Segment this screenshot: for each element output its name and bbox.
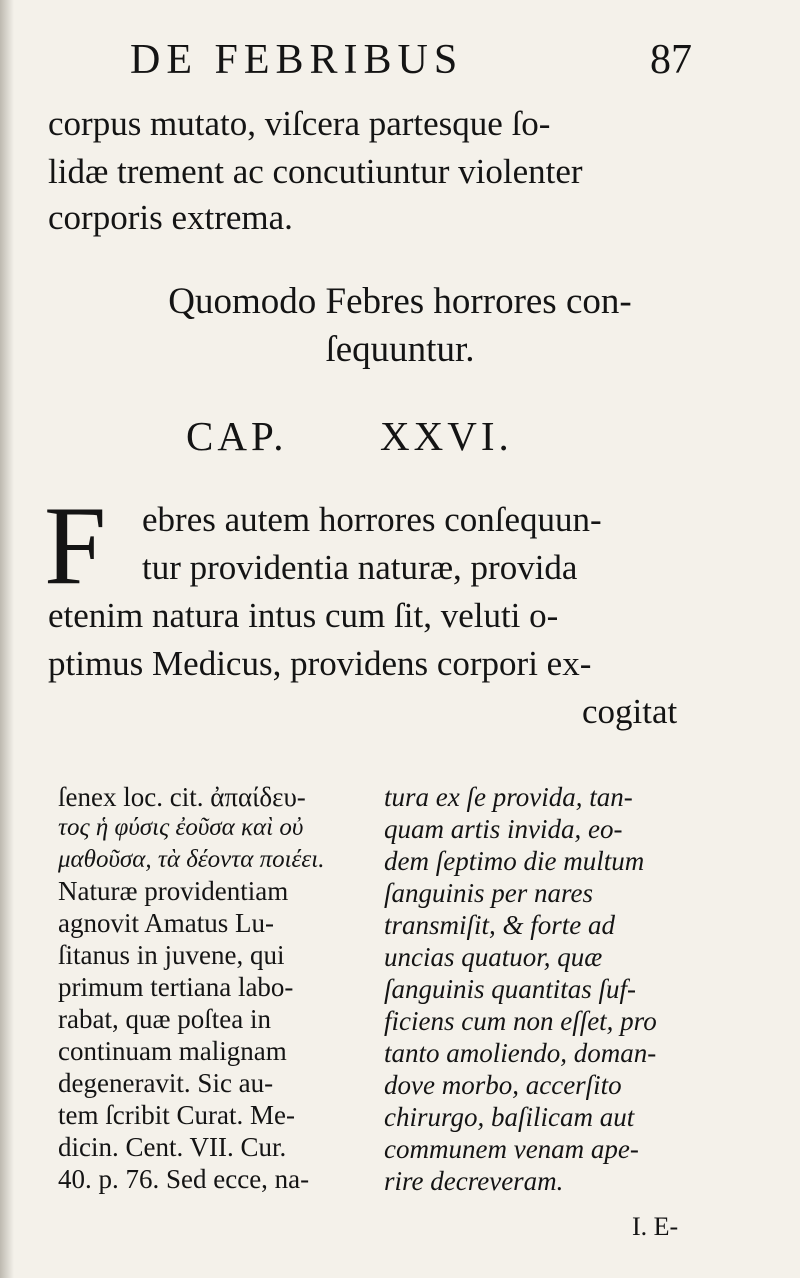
- drop-cap: F: [44, 484, 107, 608]
- note-right-line: dem ſeptimo die multum: [384, 846, 645, 876]
- intro-line: corpus mutato, viſcera partesque ſo-: [48, 104, 551, 143]
- paragraph-line: tur providentia naturæ, provida: [142, 548, 578, 587]
- note-right-line: ſanguinis per nares: [384, 878, 593, 908]
- note-right-line: ficiens cum non eſſet, pro: [384, 1006, 657, 1036]
- note-left-line: agnovit Amatus Lu-: [58, 908, 274, 938]
- paragraph-line: cogitat: [582, 692, 678, 731]
- note-right-line: rire decreveram.: [384, 1166, 564, 1196]
- note-left-line: dicin. Cent. VII. Cur.: [58, 1132, 287, 1162]
- paragraph-line: etenim natura intus cum ſit, veluti o-: [48, 596, 559, 635]
- note-right-line: transmiſit, & forte ad: [384, 910, 616, 940]
- note-right-line: tanto amoliendo, doman-: [384, 1038, 657, 1068]
- note-left-line: ſitanus in juvene, qui: [58, 940, 285, 970]
- note-right-line: communem venam ape-: [384, 1134, 639, 1164]
- note-right-line: chirurgo, baſilicam aut: [384, 1102, 635, 1132]
- catchword: I. E-: [632, 1212, 679, 1241]
- note-left-line: 40. p. 76. Sed ecce, na-: [58, 1164, 310, 1194]
- note-left-line: μαθοῦσα, τὰ δέοντα ποιέει.: [58, 846, 325, 873]
- note-left-line: primum tertiana labo-: [58, 972, 294, 1002]
- intro-line: lidæ trement ac concutiuntur violenter: [48, 152, 583, 191]
- note-right-line: dove morbo, accerſito: [384, 1070, 622, 1100]
- note-left-line: Naturæ providentiam: [58, 876, 289, 906]
- chapter-number: XXVI.: [380, 413, 513, 459]
- page-edge-shadow: [0, 0, 14, 1278]
- note-right-line: uncias quatuor, quæ: [384, 942, 603, 972]
- page-number: 87: [650, 37, 692, 83]
- section-heading-line: Quomodo Febres horrores con-: [168, 281, 632, 322]
- section-heading-line: ſequuntur.: [325, 329, 475, 370]
- running-header: [130, 36, 690, 96]
- running-title: DE FEBRIBUS: [130, 37, 464, 83]
- note-left-line: ſenex loc. cit. ἀπαίδευ-: [58, 782, 306, 812]
- note-left-line: continuam malignam: [58, 1036, 287, 1066]
- note-right-line: tura ex ſe provida, tan-: [384, 782, 633, 812]
- note-left-line: tem ſcribit Curat. Me-: [58, 1100, 295, 1130]
- chapter-label: CAP.: [186, 413, 288, 459]
- note-right-line: ſanguinis quantitas ſuf-: [384, 974, 637, 1004]
- paragraph-line: ebres autem horrores conſequun-: [142, 500, 602, 539]
- note-left-line: τος ἡ φύσις ἐοῦσα καὶ οὐ: [58, 814, 304, 841]
- paragraph-line: ptimus Medicus, providens corpori ex-: [48, 644, 592, 683]
- note-left-line: rabat, quæ poſtea in: [58, 1004, 271, 1034]
- note-right-line: quam artis invida, eo-: [384, 814, 623, 844]
- note-left-line: degeneravit. Sic au-: [58, 1068, 274, 1098]
- intro-line: corporis extrema.: [48, 198, 293, 237]
